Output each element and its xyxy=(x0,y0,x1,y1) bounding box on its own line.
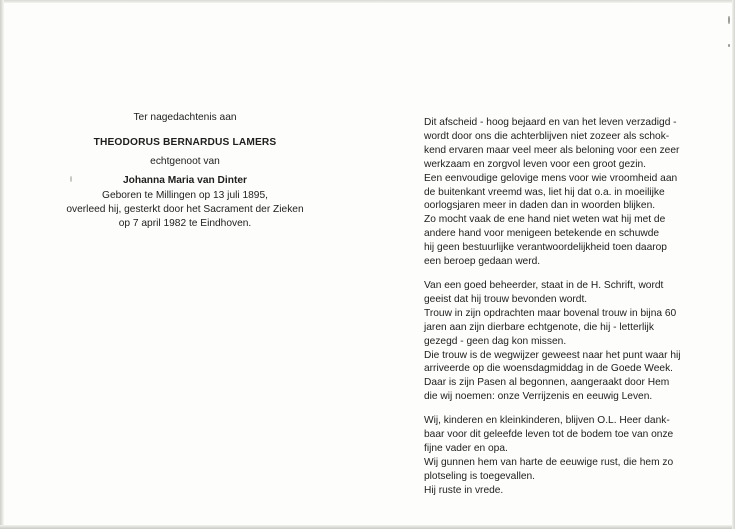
text-line: Hij ruste in vrede. xyxy=(424,484,504,496)
text-line: baar voor dit geleefde leven tot de bodem toe van onze xyxy=(424,429,674,441)
spouse-label: echtgenoot van xyxy=(150,156,220,167)
deceased-name: THEODORUS BERNARDUS LAMERS xyxy=(93,137,277,148)
spouse-name: Johanna Maria van Dinter xyxy=(123,175,247,186)
text-line: die wij noemen: onze Verrijzenis en eeuwig Leven. xyxy=(424,391,653,403)
text-line: plotseling is toegevallen. xyxy=(424,470,536,482)
text-line: werkzaam en zorgvol leven voor een groot gezin. xyxy=(424,158,646,170)
text-line: oorlogsjaren meer in daden dan in woorden blijken. xyxy=(424,200,656,212)
right-column xyxy=(424,116,696,508)
text-line: wordt door ons die achterblijven niet zozeer als schok- xyxy=(424,130,670,142)
text-line: een beroep gedaan werd. xyxy=(424,256,541,268)
text-line: Wij, kinderen en kleinkinderen, blijven O.L. Heer dank- xyxy=(424,415,670,427)
text-line: arriveerde op die woensdagmiddag in de Goede Week. xyxy=(424,363,673,375)
text-line: Die trouw is de wegwijzer geweest naar het punt waar hij xyxy=(424,349,681,361)
paragraph-gratitude xyxy=(424,414,696,497)
text-line: geeist dat hij trouw bevonden wordt. xyxy=(424,293,588,305)
text-line: Daar is zijn Pasen al begonnen, aangeraakt door Hem xyxy=(424,377,670,389)
paper-speck xyxy=(728,44,730,47)
text-line: fijne vader en opa. xyxy=(424,442,508,454)
text-line: Een eenvoudige gelovige mens voor wie vroomheid aan xyxy=(424,172,678,184)
death-line-2: op 7 april 1982 te Eindhoven. xyxy=(118,218,252,229)
text-line: Dit afscheid - hoog bejaard en van het leven verzadigd - xyxy=(424,117,677,128)
text-line: andere hand voor menigeen betekende en schuwde xyxy=(424,228,660,240)
paragraph-faithfulness xyxy=(424,279,696,404)
in-memory-line: Ter nagedachtenis aan xyxy=(133,112,237,123)
text-line: kend ervaren maar veel meer als beloning voor een zeer xyxy=(424,144,680,156)
text-line: jaren aan zijn dierbare echtgenote, die hij - letterlijk xyxy=(424,321,654,333)
death-line-1: overleed hij, gesterkt door het Sacrament der Zieken xyxy=(66,204,304,215)
paragraph-farewell xyxy=(424,116,696,269)
paper-speck xyxy=(728,16,730,24)
text-line: de buitenkant vreemd was, liet hij dat o.a. in moeilijke xyxy=(424,186,665,198)
text-line: Wij gunnen hem van harte de eeuwige rust, die hem zo xyxy=(424,456,674,468)
text-line: Van een goed beheerder, staat in de H. Schrift, wordt xyxy=(424,279,664,291)
text-line: Trouw in zijn opdrachten maar bovenal trouw in bijna 60 xyxy=(424,307,677,319)
birth-line: Geboren te Millingen op 13 juli 1895, xyxy=(102,190,268,201)
text-line: gezegd - geen dag kon missen. xyxy=(424,335,567,347)
text-line: Zo mocht vaak de ene hand niet weten wat hij met de xyxy=(424,214,666,226)
text-line: hij geen bestuurlijke verantwoordelijkheid toen daarop xyxy=(424,242,667,254)
